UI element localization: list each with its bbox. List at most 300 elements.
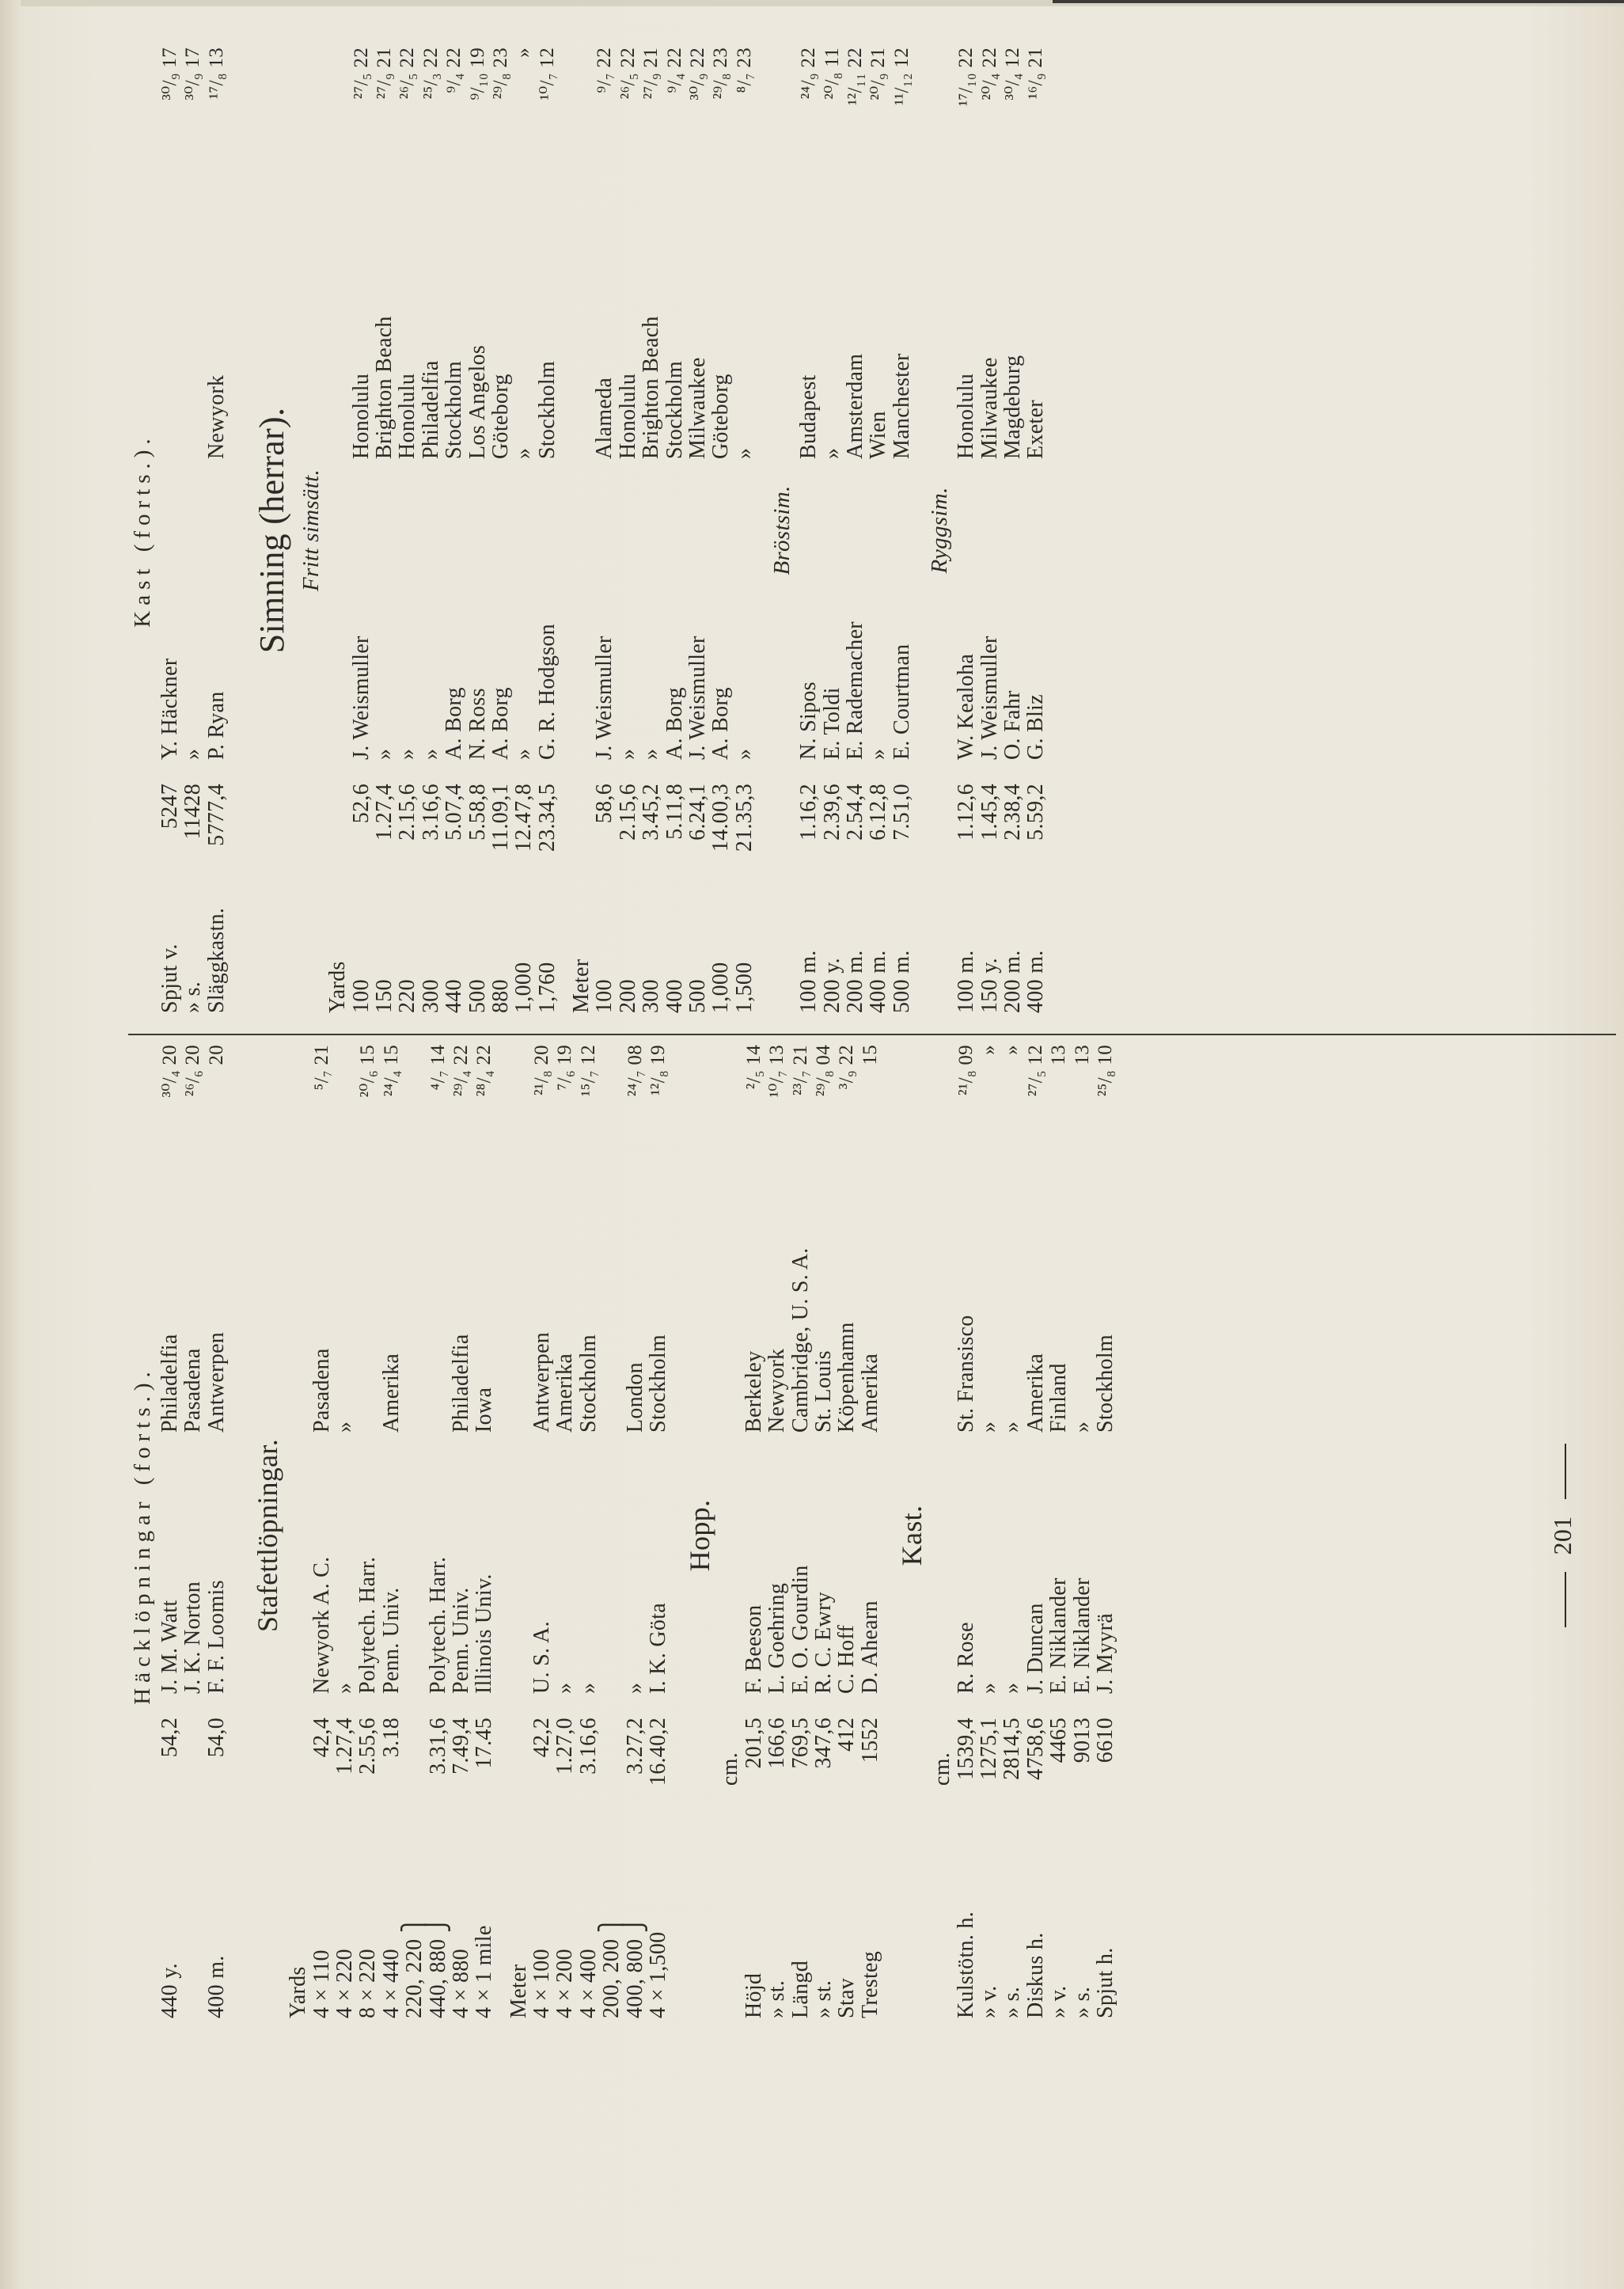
cell-result: 1.27,0 (552, 1718, 578, 1775)
cell-event: 500 (685, 979, 711, 1013)
cell-event: 1,760 (534, 962, 560, 1013)
cell-athlete: Penn. Univ. (448, 1587, 473, 1694)
table-row (396, 40, 419, 1021)
cell-place (181, 135, 204, 459)
cell-event (181, 1820, 204, 2026)
cell-place: » (332, 1421, 357, 1433)
unit-cm-throw: cm. (930, 1752, 955, 1786)
section-title-kast-forts: Kast (forts.). (130, 433, 155, 628)
table-row (333, 1045, 356, 2026)
cell-date: ²⁷/₉ 21 (640, 47, 662, 100)
left-column (127, 1045, 1615, 2026)
cell-result: 54,0 (203, 1718, 229, 1758)
cell-event: 4 × 1 mile (472, 1925, 497, 2018)
cell-date: ¹⁵/₇ 12 (577, 1045, 599, 1097)
cell-result: 1.12,6 (954, 784, 979, 841)
cell-event: 400 (662, 979, 687, 1013)
cell-result: 2.15,6 (615, 784, 640, 841)
table-row (978, 40, 1001, 1021)
cell-athlete: O. Fahr (1000, 690, 1025, 760)
cell-result: 6610 (1092, 1718, 1117, 1763)
cell-athlete: Penn. Univ. (378, 1587, 404, 1694)
table-row (1071, 1045, 1094, 2026)
cell-athlete: J. Weismuller (977, 636, 1002, 760)
cell-athlete: J. Myyrä (1092, 1613, 1117, 1694)
cell-date: ⁴/₇ 14 (427, 1045, 449, 1091)
cell-event: 8 × 220 (355, 1949, 381, 2018)
cell-event: 200 (615, 979, 640, 1013)
cell-athlete: C. Hoff (834, 1624, 859, 1694)
cell-athlete: L. Goehring (765, 1582, 790, 1694)
cell-result: 1539,4 (953, 1718, 978, 1780)
table-row (1094, 1045, 1117, 2026)
cell-result: 7.49,4 (448, 1718, 473, 1775)
cell-date: ²⁹/₈ 23 (489, 47, 511, 100)
cell-athlete: » (371, 748, 397, 760)
cell-athlete: F. Beeson (741, 1604, 766, 1694)
heading-simning: Simning (herrar). (252, 407, 292, 654)
cell-place: Philadelfia (418, 360, 443, 459)
cell-result: 9013 (1069, 1718, 1095, 1763)
cell-result: 3.31,6 (425, 1718, 450, 1775)
table-row (647, 1045, 670, 2026)
cell-event: » v. (976, 1985, 1001, 2018)
cell-event: » s. (180, 981, 206, 1013)
cell-place: Antwerpen (203, 1331, 229, 1433)
cell-event: » s. (1069, 1986, 1095, 2018)
cell-result: 58,6 (592, 784, 617, 824)
cell-date: ²¹/₈ 09 (954, 1045, 977, 1096)
cell-result: 11.09,1 (488, 784, 513, 852)
table-row (350, 40, 373, 1021)
table-row (1024, 40, 1047, 1021)
cell-date: ¹⁰/₇ 13 (766, 1045, 788, 1098)
cell-date: ¹⁶/₉ 21 (1025, 47, 1047, 100)
cell-athlete: » (976, 1682, 1001, 1694)
cell-place: Stockholm (646, 1334, 671, 1433)
cell-athlete (403, 1433, 426, 1694)
cell-result: 1.27,4 (371, 784, 397, 841)
cell-date: » (1001, 1045, 1023, 1055)
cell-date: ⁹/₄ 22 (663, 47, 685, 93)
table-row (466, 40, 489, 1021)
cell-event: 100 m. (796, 950, 821, 1013)
cell-result: 1.27,4 (332, 1718, 357, 1775)
table-row (733, 40, 756, 1021)
cell-athlete: » (866, 748, 891, 760)
table-row (181, 1045, 204, 2026)
table-row (380, 1045, 403, 2026)
table-row (954, 1045, 977, 2026)
cell-date: ²⁰/₈ 11 (821, 47, 843, 100)
cell-athlete: U. S. A. (529, 1621, 555, 1694)
cell-place: Honolulu (348, 373, 374, 459)
cell-place: Stockholm (575, 1334, 601, 1433)
cell-event: 100 m. (954, 950, 979, 1013)
cell-result: 52,6 (348, 784, 374, 824)
table-row (427, 1045, 450, 2026)
cell-result: 1.16,2 (796, 784, 821, 841)
cell-athlete: J. K. Norton (180, 1581, 206, 1694)
cell-event: 200, 200 ⎫ (599, 1916, 624, 2018)
cell-result (600, 1694, 623, 1820)
cell-place: St. Fransisco (953, 1315, 978, 1433)
cell-result: 42,2 (529, 1718, 555, 1758)
table-row (310, 1045, 333, 2026)
page-binding-edge (0, 0, 21, 2289)
subheading-ryggsim: Ryggsim. (927, 487, 953, 574)
cell-result: 201,5 (741, 1718, 766, 1769)
cell-date: ²⁹/₈ 23 (710, 47, 732, 100)
cell-place: Pasadena (309, 1348, 334, 1433)
cell-result: 6.24,1 (685, 784, 711, 841)
heading-stafettlopningar: Stafettlöpningar. (252, 1438, 284, 1633)
cell-date: ²⁴/₄ 15 (380, 1045, 402, 1097)
cell-place: Honolulu (954, 373, 979, 459)
cell-athlete: E. Niklander (1069, 1577, 1095, 1694)
cell-place: London (622, 1362, 647, 1433)
cell-athlete: » (622, 1682, 647, 1694)
cell-result: 4465 (1046, 1718, 1072, 1763)
cell-athlete: Y. Häckner (157, 658, 182, 760)
cell-place: Göteborg (708, 374, 734, 459)
cell-athlete: G. Bliz (1023, 694, 1049, 760)
page-number-dash-left (1565, 1572, 1566, 1627)
cell-date: ⁹/₇ 22 (594, 47, 616, 93)
cell-result: 16.40,2 (646, 1718, 671, 1786)
cell-place: » (1000, 1421, 1025, 1433)
cell-place (427, 1148, 450, 1433)
cell-place: Newyork (765, 1348, 790, 1433)
cell-event: 4 × 220 (332, 1949, 357, 2018)
cell-date: ⁹/₁₀ 19 (466, 47, 488, 101)
cell-place (403, 1148, 426, 1433)
table-row (512, 40, 535, 1021)
cell-date: ²/₅ 14 (742, 1045, 765, 1090)
cell-result: 2.39,6 (819, 784, 844, 841)
cell-event: 1,000 (708, 962, 734, 1013)
table-row (1024, 1045, 1047, 2026)
table-row (205, 1045, 228, 2026)
cell-place: » (976, 1421, 1001, 1433)
table-row (1001, 40, 1024, 1021)
table-row (686, 40, 709, 1021)
cell-place: Antwerpen (529, 1331, 555, 1433)
cell-place (600, 1148, 623, 1433)
cell-result: 2.15,6 (395, 784, 420, 841)
table-row (977, 1045, 1000, 2026)
cell-date: ²⁰/₉ 21 (867, 47, 890, 101)
table-row (356, 1045, 379, 2026)
cell-event: 400 m. (1023, 950, 1049, 1013)
table-row (890, 40, 913, 1021)
cell-event: 400 m. (866, 950, 891, 1013)
cell-athlete: » (511, 748, 537, 760)
cell-athlete: Polytech. Harr. (425, 1556, 450, 1694)
table-row (639, 40, 662, 1021)
cell-event: 100 (592, 979, 617, 1013)
table-row (859, 1045, 882, 2026)
cell-event: 4 × 110 (309, 1949, 334, 2018)
free-meter-table (593, 40, 756, 1021)
cell-event: 400 m. (203, 1955, 229, 2018)
cell-place: Milwaukee (977, 357, 1002, 459)
cell-place: Pasadena (180, 1348, 206, 1433)
cell-place: Finland (1046, 1363, 1072, 1433)
cell-event: 200 y. (819, 958, 844, 1013)
cell-event: Stav (834, 1978, 859, 2018)
cell-result: 166,6 (765, 1718, 790, 1769)
cell-date (403, 1045, 426, 1148)
cell-date: ³⁰/₉ 22 (687, 47, 709, 101)
cell-place: » (511, 447, 537, 459)
cell-result: 4758,6 (1023, 1718, 1048, 1780)
cell-athlete: Illinois Univ. (472, 1573, 497, 1694)
cell-athlete (600, 1433, 623, 1694)
table-row (789, 1045, 812, 2026)
cell-event: Kulstötn. h. (953, 1911, 978, 2018)
cell-result: 412 (834, 1718, 859, 1752)
back-table (954, 40, 1048, 1021)
cell-date: ¹⁷/₁₀ 22 (955, 47, 977, 107)
table-row (205, 40, 228, 1021)
cell-event: Spjut v. (157, 943, 182, 1013)
cell-date: ²⁸/₄ 22 (473, 1045, 495, 1097)
cell-date: » (977, 1045, 1000, 1055)
cell-place: Amerika (378, 1353, 404, 1433)
cell-event: 1,000 (511, 962, 537, 1013)
cell-athlete: P. Ryan (203, 691, 229, 760)
cell-place: Stockholm (534, 360, 560, 459)
cell-date: ²⁶/₆ 20 (182, 1045, 204, 1097)
column-divider (128, 1034, 1616, 1036)
table-row (954, 40, 977, 1021)
table-row (158, 1045, 181, 2026)
cell-date: ¹⁰/₇ 12 (536, 47, 558, 101)
table-row (472, 1045, 495, 2026)
cell-event: Längd (787, 1960, 813, 2018)
table-row (624, 1045, 647, 2026)
cell-date (333, 1045, 356, 1148)
cell-event: Tresteg (857, 1950, 882, 2018)
cell-event: » s. (1000, 1986, 1025, 2018)
cell-athlete: J. Weismuller (592, 636, 617, 760)
cell-result: 2.38,4 (1000, 784, 1025, 841)
unit-yards-swim: Yards (325, 961, 351, 1013)
cell-event: 4 × 100 (529, 1949, 555, 2018)
cell-date: ³⁰/₉ 17 (159, 47, 180, 101)
section-title-hacklopningar: Häcklöpningar (forts.). (130, 1366, 155, 1705)
table-row (765, 1045, 788, 2026)
cell-date: ²⁰/₆ 15 (357, 1045, 379, 1098)
cell-athlete: » (395, 748, 420, 760)
cell-event: Höjd (741, 1972, 766, 2018)
cell-athlete: E. Rademacher (842, 621, 867, 760)
cell-date: ³⁰/₄ 12 (1001, 47, 1023, 101)
throw-table (954, 1045, 1117, 2026)
cell-place: » (1069, 1421, 1095, 1433)
cell-result: 5.58,8 (465, 784, 490, 841)
subheading-brostsim: Bröstsim. (769, 485, 795, 575)
cell-result: 3.18 (378, 1718, 404, 1758)
cell-result: 2.55,6 (355, 1718, 381, 1775)
cell-event: 300 (418, 979, 443, 1013)
cell-date: ⁸/₇ 23 (733, 47, 755, 93)
cell-date: ²¹/₈ 20 (531, 1045, 553, 1096)
table-row (403, 1045, 426, 2026)
cell-athlete: E. Niklander (1046, 1577, 1072, 1694)
cell-place: Budapest (796, 374, 821, 459)
cell-athlete: » (1000, 1682, 1025, 1694)
cell-date: 20 (205, 1045, 227, 1065)
cell-event: 300 (639, 979, 664, 1013)
cell-place: Iowa (472, 1387, 497, 1433)
table-row (373, 40, 396, 1021)
table-row (181, 40, 204, 1021)
cell-event: 200 m. (1000, 950, 1025, 1013)
cell-result (403, 1694, 426, 1820)
cell-athlete: R. C. Ewry (810, 1592, 836, 1694)
cell-athlete: A. Borg (488, 687, 513, 760)
unit-meter-swim: Meter (569, 958, 594, 1013)
cell-result: 11428 (180, 784, 206, 840)
cell-place: Milwaukee (685, 357, 711, 459)
cell-athlete: » (575, 1682, 601, 1694)
cell-date: ²⁷/₉ 21 (373, 47, 395, 100)
cell-event: Släggkastn. (203, 907, 229, 1013)
cell-date: ¹¹/₁₂ 12 (890, 47, 913, 106)
table-row (742, 1045, 765, 2026)
cell-athlete: » (615, 748, 640, 760)
unit-meter: Meter (506, 1964, 531, 2018)
cell-result: 1.45,4 (977, 784, 1002, 841)
cell-athlete: J. Weismuller (685, 636, 711, 760)
cell-date: ¹²/₈ 19 (647, 1045, 670, 1096)
cell-result: 5247 (157, 784, 182, 829)
cell-place: Manchester (889, 353, 914, 459)
cell-athlete: » (639, 748, 664, 760)
cell-athlete: » (332, 1682, 357, 1694)
cell-date: ²⁷/₅ 12 (1024, 1045, 1046, 1097)
cell-place: Exeter (1023, 400, 1049, 459)
cell-place: Köpenhamn (834, 1322, 859, 1433)
cell-place: Amerika (552, 1353, 578, 1433)
cell-result: 1552 (857, 1718, 882, 1763)
cell-result: 23.34,5 (534, 784, 560, 852)
cell-athlete: N. Sipos (796, 681, 821, 760)
cell-athlete: R. Rose (953, 1622, 978, 1694)
page-number-dash-right (1565, 1444, 1566, 1499)
table-row (663, 40, 686, 1021)
cell-place: St. Louis (810, 1350, 836, 1433)
cell-result: 42,4 (309, 1718, 334, 1758)
table-row (442, 40, 465, 1021)
cell-event: » st. (765, 1980, 790, 2018)
cell-date: ¹²/₁₁ 22 (844, 47, 866, 106)
cell-date: 13 (1048, 1045, 1070, 1065)
cell-event: 150 y. (977, 958, 1002, 1013)
cell-athlete: E. O. Gourdin (787, 1565, 813, 1694)
cell-result: 2814,5 (1000, 1718, 1025, 1780)
cell-date: ²⁹/₄ 22 (450, 1045, 472, 1097)
page-number: 201 (1551, 1045, 1574, 2026)
cell-event: 4 × 440 (378, 1949, 404, 2018)
cell-result: 3.16,6 (575, 1718, 601, 1775)
table-row (844, 40, 867, 1021)
cell-place: Philadelfia (157, 1334, 182, 1433)
throw-cont-table (158, 40, 228, 1021)
free-yards-table (350, 40, 560, 1021)
table-row (536, 40, 559, 1021)
cell-athlete: D. Ahearn (857, 1600, 882, 1694)
cell-event: 4 × 200 (552, 1949, 578, 2018)
cell-place: Honolulu (615, 373, 640, 459)
cell-date: 13 (1071, 1045, 1093, 1065)
cell-place: » (731, 447, 757, 459)
cell-place: Amsterdam (842, 353, 867, 459)
table-row (709, 40, 732, 1021)
cell-place: Los Angelos (465, 344, 490, 459)
cell-place: Alameda (592, 377, 617, 459)
table-row (530, 1045, 553, 2026)
cell-event: 100 (348, 979, 374, 1013)
cell-result (181, 1694, 204, 1820)
cell-athlete: G. R. Hodgson (534, 624, 560, 760)
cell-athlete: » (552, 1682, 578, 1694)
table-row (617, 40, 639, 1021)
cell-place: Wien (866, 411, 891, 459)
table-row (1000, 1045, 1023, 2026)
cell-place: Brighton Beach (639, 316, 664, 459)
relay-meter-table (530, 1045, 670, 2026)
table-row (797, 40, 820, 1021)
cell-place: Honolulu (395, 373, 420, 459)
cell-athlete: W. Kealoha (954, 653, 979, 760)
cell-event: 500 (465, 979, 490, 1013)
page-top-edge (0, 0, 1624, 6)
cell-date: ²⁶/₅ 22 (617, 47, 639, 100)
cell-place: Newyork (203, 374, 229, 459)
cell-athlete: A. Borg (442, 687, 467, 760)
cell-place: Stockholm (442, 360, 467, 459)
cell-athlete: Newyork A. C. (309, 1556, 334, 1694)
cell-date: ⁹/₄ 22 (443, 47, 465, 93)
cell-event: » st. (810, 1980, 836, 2018)
cell-date (600, 1045, 623, 1148)
cell-place: Amerika (1023, 1353, 1048, 1433)
cell-date: ²⁴/₉ 22 (798, 47, 820, 100)
cell-date: » (513, 47, 535, 58)
cell-result: 5.07,4 (442, 784, 467, 841)
relay-yards-table (310, 1045, 496, 2026)
cell-place: Magdeburg (1000, 355, 1025, 459)
cell-athlete: F. F. Loomis (203, 1580, 229, 1694)
cell-place (356, 1148, 379, 1433)
cell-date: ⁵/₇ 21 (310, 1045, 332, 1091)
cell-result: 12.47,8 (511, 784, 537, 852)
jump-table (742, 1045, 882, 2026)
cell-event: 440 (442, 979, 467, 1013)
cell-result: 347,6 (810, 1718, 836, 1769)
cell-athlete: E. Toldi (819, 687, 844, 760)
cell-date: ²⁶/₅ 22 (397, 47, 419, 100)
cell-date: ⁷/₆ 19 (554, 1045, 576, 1091)
cell-athlete: A. Borg (708, 687, 734, 760)
right-column (127, 40, 1615, 1021)
cell-athlete: N. Ross (465, 688, 490, 760)
cell-place: » (819, 447, 844, 459)
unit-yards: Yards (286, 1966, 311, 2018)
